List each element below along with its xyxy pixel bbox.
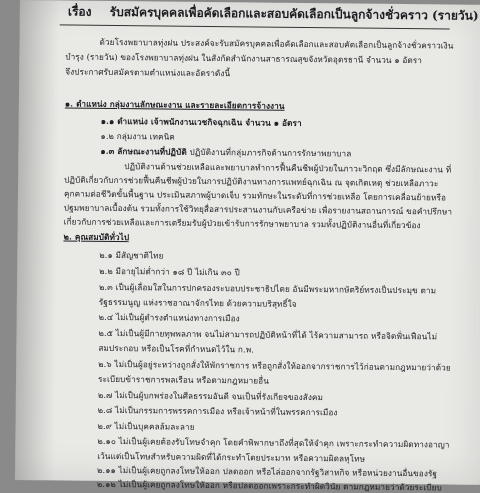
section1-body-line: เกี่ยวกับการช่วยเหลือและการเตรียมรับผู้ป่วยเข้ารับการรักษาพยาบาล รวมทั้งปฏิบัติงานอื่นที่เกี่ยวข้อง xyxy=(63,216,421,231)
section1-item: ๑.๑ ตำแหน่ง เจ้าพนักงานเวชกิจฉุกเฉิน จำนวน ๑ อัตรา xyxy=(100,115,302,128)
section2-item: ๒.๑ มีสัญชาติไทย xyxy=(99,249,164,261)
section2-item: ๒.๓ เป็นผู้เลื่อมใสในการปกครองระบอบประชาธิปไตย อันมีพระมหากษัตริย์ทรงเป็นประมุข ตาม xyxy=(98,281,437,296)
section1-body-line: ปฏิบัติงานด้านช่วยเหลือและพยาบาลทำการฟื้นคืนชีพผู้ป่วยในภาวะวิกฤต ซึ่งมีลักษณะงาน ที่ xyxy=(124,161,452,175)
section1-body-line: ปฏิบัติเกี่ยวกับการช่วยฟื้นคืนชีพผู้ป่วยในการปฏิบัติงานทางการแพทย์ฉุกเฉิน ณ จุดเกิดเหตุ ช่วยเหลือภาวะ xyxy=(64,174,439,189)
intro-line: จึงประกาศรับสมัครตามตำแหน่งและอัตราดังนี้ xyxy=(65,66,231,79)
section2-item: สมประกอบ หรือเป็นโรคที่กำหนดไว้ใน ก.พ. xyxy=(98,342,254,355)
document-page xyxy=(15,0,480,493)
section2-item: รัฐธรรมนูญ แห่งราชอาณาจักรไทย ด้วยความบริสุทธิ์ใจ xyxy=(98,296,297,309)
section1-heading: ๑. ตำแหน่ง กลุ่มงานลักษณะงาน และรายละเอียดการจ้างงาน xyxy=(64,98,285,111)
section2-item: ๒.๒ มีอายุไม่ต่ำกว่า ๑๘ ปี ไม่เกิน ๓๐ ปี xyxy=(99,265,240,278)
section2-item: ๒.๑๒ ไม่เป็นผู้เคยถูกลงโทษให้ออก หรือปลดออกเพราะกระทำผิดวินัย ตามกฎหมายว่าด้วยระเบียบ xyxy=(96,478,442,493)
section2-item: ระเบียบข้าราชการพลเรือน หรือตามกฎหมายอื่น xyxy=(97,373,269,386)
section2-item: ๒.๙ ไม่เป็นบุคคลล้มละลาย xyxy=(97,420,195,432)
section2-item: ๒.๑๑ ไม่เป็นผู้เคยถูกลงโทษให้ออก ปลดออก หรือไล่ออกจากรัฐวิสาหกิจ หรือหน่วยงานอื่นของรัฐ xyxy=(97,464,438,479)
subject-title: รับสมัครบุคคลเพื่อคัดเลือกและสอบคัดเลือกเป็นลูกจ้างชั่วคราว (รายวัน) xyxy=(109,4,479,23)
intro-line: บำรุง (รายวัน) ของโรงพยาบาลทุ่งฝน ในสังกัดสำนักงานสาธารณสุขจังหวัดอุดรธานี จำนวน ๑ อัตรา xyxy=(65,51,423,66)
section1-item3-rest: ปฏิบัติงานที่กลุ่มภารกิจด้านการรักษาพยาบาล xyxy=(189,146,352,159)
section1-body-line: ปฐมพยาบาลเบื้องต้น รวมทั้งการใช้วิทยุสื่อสารประสานงานกับเครือข่าย เพื่อรายงานสถานการณ์ ขอคำปรึกษา xyxy=(63,202,453,217)
subject-line xyxy=(68,3,479,26)
subject-label: เรื่อง xyxy=(67,4,92,19)
intro-line: ด้วยโรงพยาบาลทุ่งฝน ประสงค์จะรับสมัครบุคคลเพื่อคัดเลือกและสอบคัดเลือกเป็นลูกจ้างชั่วคราวเงิน xyxy=(99,36,454,51)
section2-item: ๒.๑๐ ไม่เป็นผู้เคยต้องรับโทษจำคุก โดยคำพิพากษาถึงที่สุดให้จำคุก เพราะกระทำความผิดทางอาญา xyxy=(97,435,450,450)
page-shadow xyxy=(15,0,60,480)
title-divider xyxy=(60,24,450,29)
section1-item3-lead: ๑.๓ ลักษณะงานที่ปฏิบัติ xyxy=(100,145,187,157)
section2-item: ๒.๘ ไม่เป็นกรรมการพรรคการเมือง หรือเจ้าหน้าที่ในพรรคการเมือง xyxy=(97,404,338,418)
section2-item: ๒.๕ ไม่เป็นผู้มีกายทุพพลภาพ จนไม่สามารถปฏิบัติหน้าที่ได้ ไร้ความสามารถ หรือจิตฟั่นเฟือนไม่ xyxy=(98,327,438,342)
section1-item: ๑.๒ กลุ่มงาน เทคนิค xyxy=(100,130,175,142)
section2-item: ๒.๔ ไม่เป็นผู้ดำรงตำแหน่งทางการเมือง xyxy=(98,311,240,324)
section2-item: ๒.๗ ไม่เป็นผู้บกพร่องในศีลธรรมอันดี จนเป็นที่รังเกียจของสังคม xyxy=(97,389,324,403)
section2-heading: ๒. คุณสมบัติทั่วไป xyxy=(63,231,130,243)
section1-item xyxy=(100,146,351,159)
section1-body-line: คุกคามต่อชีวิตขั้นพื้นฐาน ประเมินสภาพผู้บาดเจ็บ รวมทักษะในระดับที่การช่วยเหลือ โดยการเคลื่อนย้ายหรือ xyxy=(63,188,447,203)
section2-item: เว้นแต่เป็นโทษสำหรับความผิดที่ได้กระทำโดยประมาท หรือความผิดลหุโทษ xyxy=(97,450,366,464)
section2-item: ๒.๖ ไม่เป็นผู้อยู่ระหว่างถูกสั่งให้พักราชการ หรือถูกสั่งให้ออกจากราชการไว้ก่อนตามกฎหมายว่าด้วย xyxy=(98,358,451,373)
